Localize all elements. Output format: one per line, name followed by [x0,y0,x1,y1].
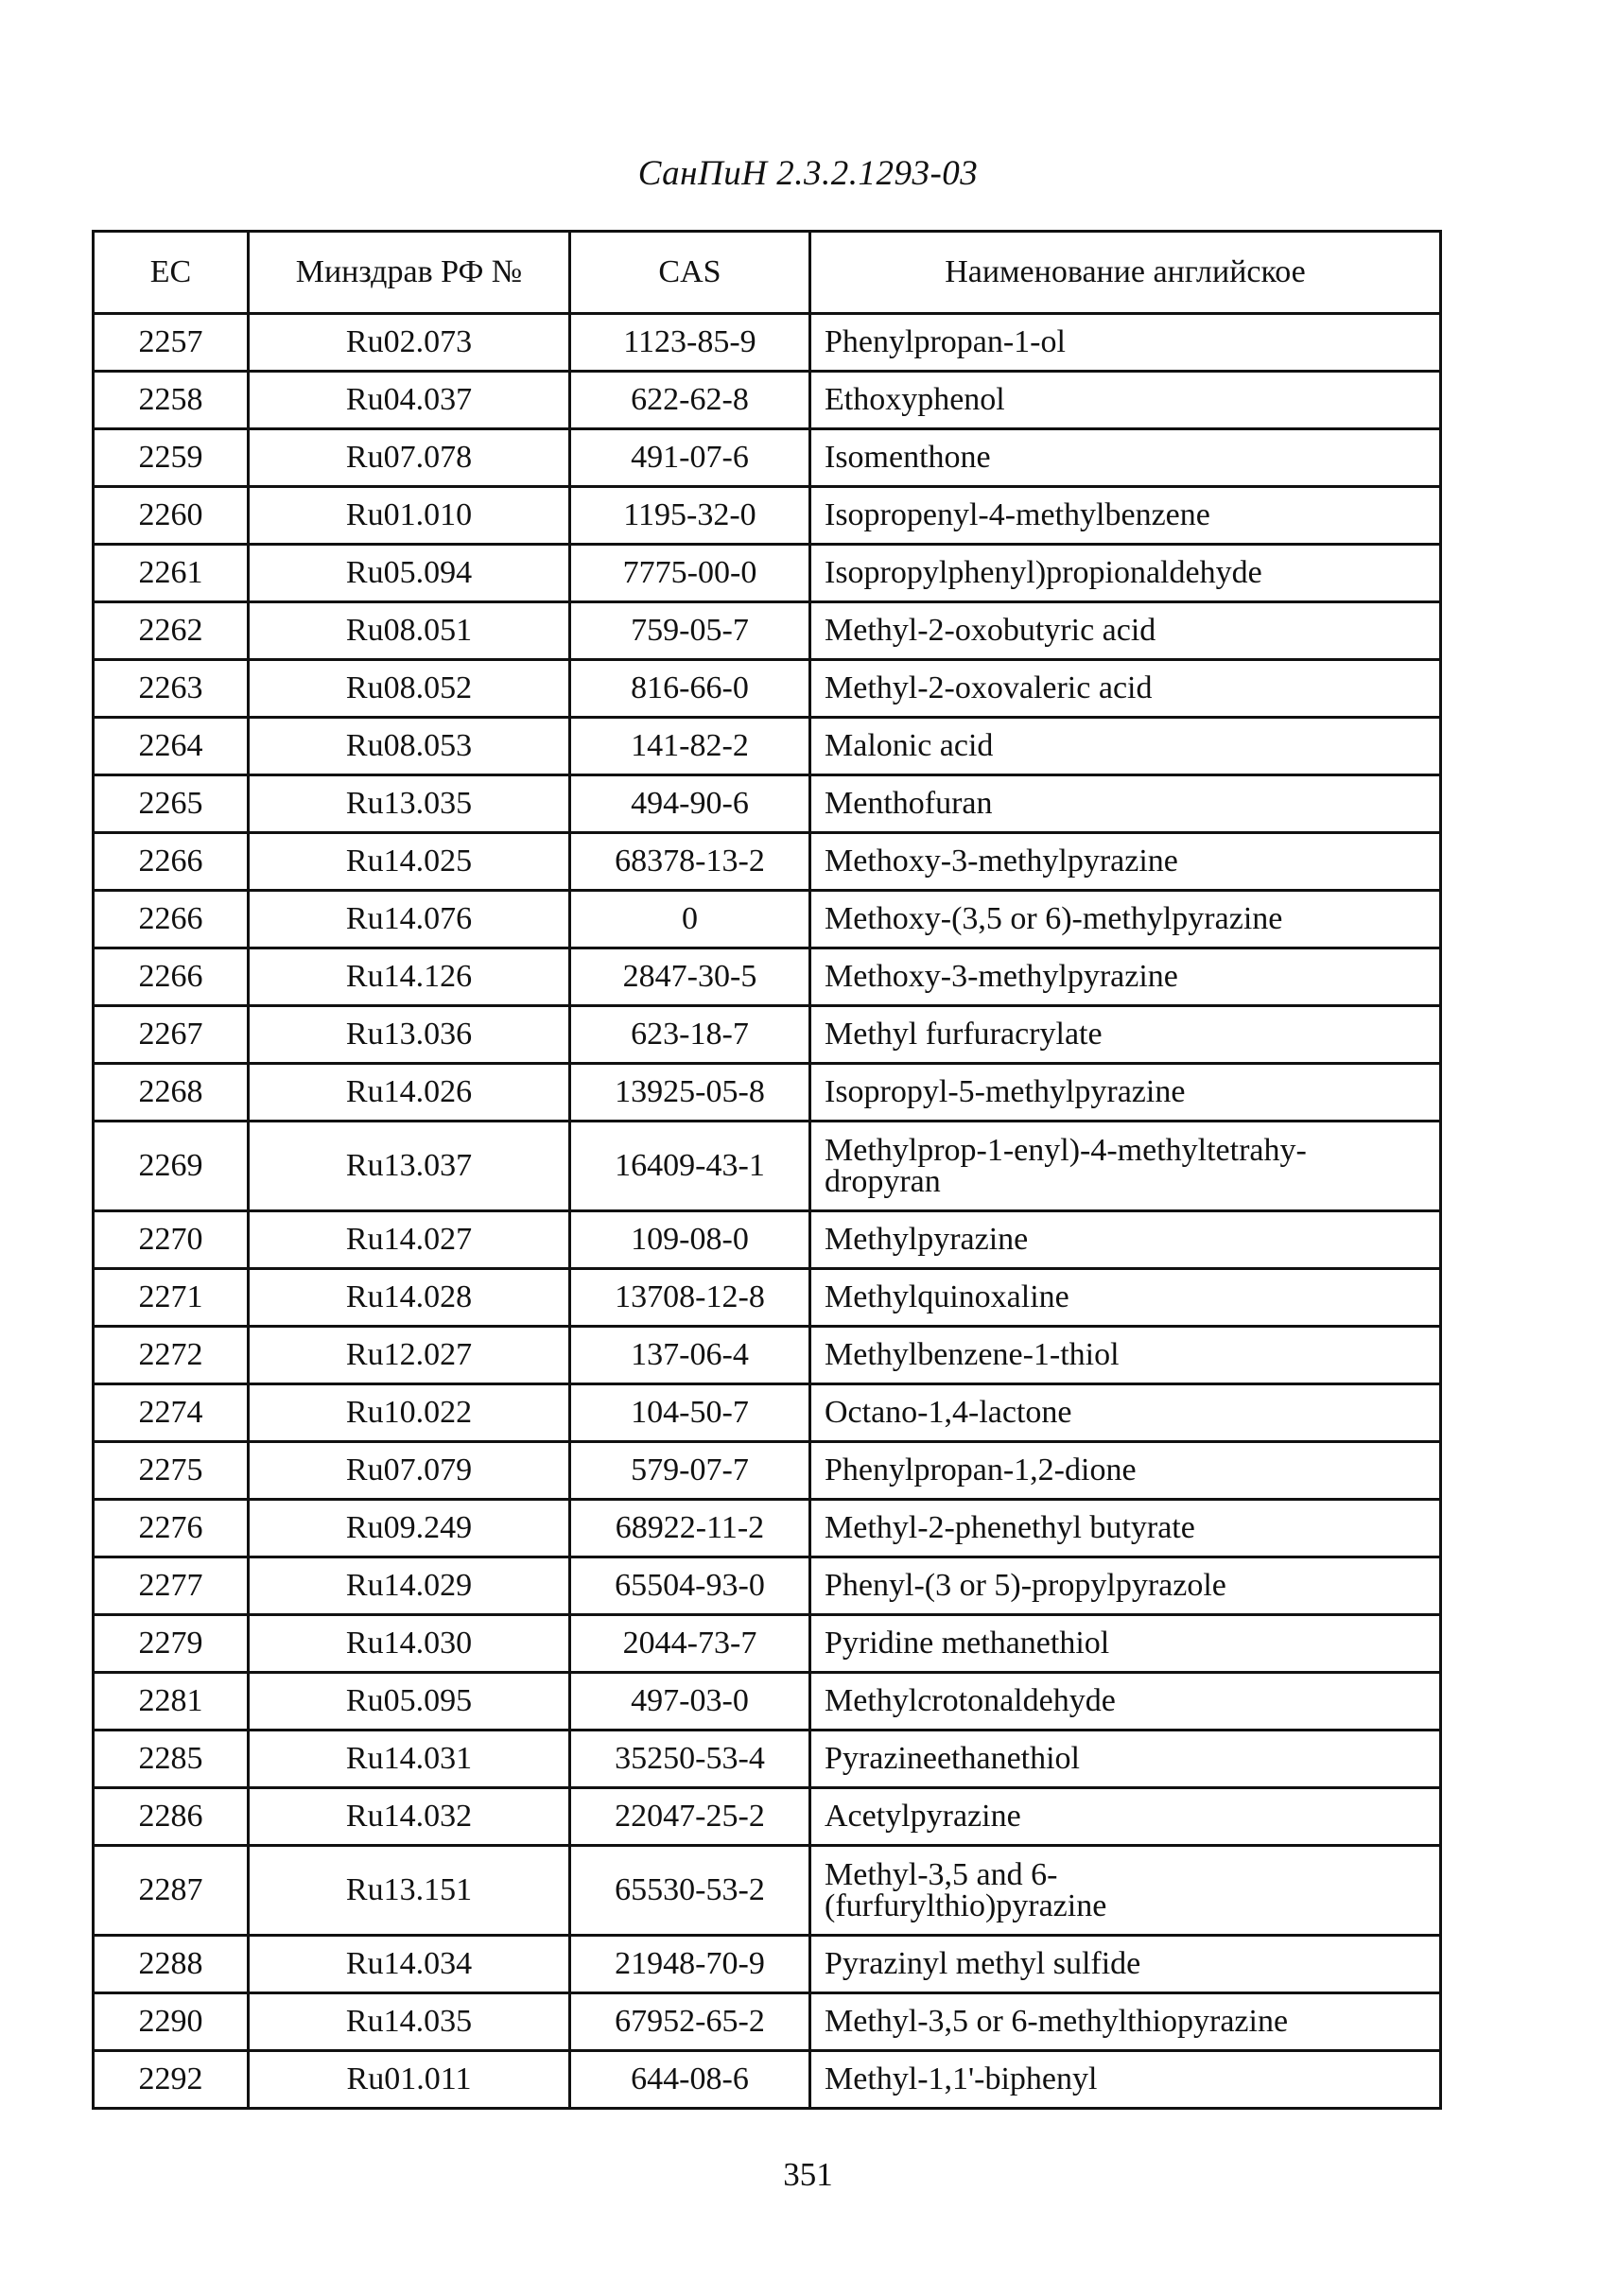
cell-cas: 2847-30-5 [570,948,810,1006]
cell-minzdrav-number: Ru14.032 [249,1788,570,1846]
cell-ec: 2290 [94,1993,249,2051]
page-number: 351 [783,2156,833,2193]
cell-cas: 497-03-0 [570,1673,810,1731]
cell-ec: 2258 [94,372,249,429]
table-row [94,1788,1441,1846]
cell-english-name: Phenylpropan-1,2-dione [810,1442,1441,1500]
cell-english-name: Methyl furfuracrylate [810,1006,1441,1064]
cell-english-name: Isomenthone [810,429,1441,487]
cell-ec: 2292 [94,2051,249,2109]
table-row [94,1500,1441,1557]
cell-ec: 2266 [94,891,249,948]
substances-table-container [92,230,1439,2110]
cell-cas: 644-08-6 [570,2051,810,2109]
cell-english-name: Methoxy-3-methylpyrazine [810,948,1441,1006]
cell-english-name: Ethoxyphenol [810,372,1441,429]
cell-ec: 2271 [94,1269,249,1327]
table-row [94,1615,1441,1673]
column-header-ec: ЕС [94,232,249,314]
cell-minzdrav-number: Ru02.073 [249,314,570,372]
cell-minzdrav-number: Ru08.053 [249,718,570,775]
cell-cas: 491-07-6 [570,429,810,487]
cell-cas: 13708-12-8 [570,1269,810,1327]
cell-english-name: Methoxy-3-methylpyrazine [810,833,1441,891]
cell-minzdrav-number: Ru14.027 [249,1211,570,1269]
cell-minzdrav-number: Ru08.052 [249,660,570,718]
table-row [94,602,1441,660]
cell-ec: 2275 [94,1442,249,1500]
cell-ec: 2264 [94,718,249,775]
table-body [94,314,1441,2109]
cell-minzdrav-number: Ru07.078 [249,429,570,487]
cell-english-name: Acetylpyrazine [810,1788,1441,1846]
cell-minzdrav-number: Ru09.249 [249,1500,570,1557]
cell-ec: 2259 [94,429,249,487]
cell-ec: 2285 [94,1731,249,1788]
table-row [94,1731,1441,1788]
table-row [94,2051,1441,2109]
cell-cas: 13925-05-8 [570,1064,810,1122]
cell-minzdrav-number: Ru01.010 [249,487,570,545]
cell-english-name: Malonic acid [810,718,1441,775]
cell-english-name: Methyl-3,5 or 6-methylthiopyrazine [810,1993,1441,2051]
cell-minzdrav-number: Ru01.011 [249,2051,570,2109]
cell-english-name: Phenyl-(3 or 5)-propylpyrazole [810,1557,1441,1615]
cell-english-name: Menthofuran [810,775,1441,833]
table-row [94,545,1441,602]
cell-cas: 104-50-7 [570,1384,810,1442]
cell-minzdrav-number: Ru14.031 [249,1731,570,1788]
cell-minzdrav-number: Ru13.036 [249,1006,570,1064]
cell-cas: 35250-53-4 [570,1731,810,1788]
cell-cas: 1123-85-9 [570,314,810,372]
cell-ec: 2266 [94,833,249,891]
cell-english-name: Isopropyl-5-methylpyrazine [810,1064,1441,1122]
cell-ec: 2266 [94,948,249,1006]
cell-cas: 68378-13-2 [570,833,810,891]
cell-cas: 494-90-6 [570,775,810,833]
cell-cas: 2044-73-7 [570,1615,810,1673]
cell-ec: 2274 [94,1384,249,1442]
cell-minzdrav-number: Ru14.076 [249,891,570,948]
cell-ec: 2257 [94,314,249,372]
table-row [94,372,1441,429]
table-row [94,1936,1441,1993]
cell-cas: 137-06-4 [570,1327,810,1384]
cell-cas: 109-08-0 [570,1211,810,1269]
cell-ec: 2288 [94,1936,249,1993]
cell-ec: 2263 [94,660,249,718]
cell-cas: 22047-25-2 [570,1788,810,1846]
cell-english-name: Methylbenzene-1-thiol [810,1327,1441,1384]
cell-english-name: Methyl-2-oxovaleric acid [810,660,1441,718]
cell-minzdrav-number: Ru04.037 [249,372,570,429]
cell-ec: 2277 [94,1557,249,1615]
table-row [94,1122,1441,1211]
table-row [94,1673,1441,1731]
table-row [94,1442,1441,1500]
cell-minzdrav-number: Ru05.095 [249,1673,570,1731]
table-row [94,1269,1441,1327]
cell-minzdrav-number: Ru12.027 [249,1327,570,1384]
table-row [94,1211,1441,1269]
table-row [94,1006,1441,1064]
cell-ec: 2286 [94,1788,249,1846]
table-row [94,891,1441,948]
cell-cas: 65530-53-2 [570,1846,810,1936]
table-row [94,1327,1441,1384]
name-line-1: Methylprop-1-enyl)-4-methyltetrahy- [825,1132,1307,1168]
table-row [94,833,1441,891]
cell-ec: 2262 [94,602,249,660]
cell-cas: 67952-65-2 [570,1993,810,2051]
table-row [94,775,1441,833]
cell-cas: 1195-32-0 [570,487,810,545]
document-header: СанПиН 2.3.2.1293-03 [637,154,979,193]
cell-minzdrav-number: Ru14.035 [249,1993,570,2051]
cell-minzdrav-number: Ru13.151 [249,1846,570,1936]
cell-ec: 2281 [94,1673,249,1731]
cell-ec: 2269 [94,1122,249,1211]
name-line-2: (furfurylthio)pyrazine [825,1888,1107,1923]
cell-english-name: Pyridine methanethiol [810,1615,1441,1673]
table-row [94,660,1441,718]
cell-minzdrav-number: Ru07.079 [249,1442,570,1500]
table-row [94,718,1441,775]
cell-english-name: Methyl-1,1'-biphenyl [810,2051,1441,2109]
cell-minzdrav-number: Ru14.126 [249,948,570,1006]
cell-ec: 2260 [94,487,249,545]
cell-cas: 141-82-2 [570,718,810,775]
cell-cas: 7775-00-0 [570,545,810,602]
cell-cas: 65504-93-0 [570,1557,810,1615]
cell-ec: 2268 [94,1064,249,1122]
table-row [94,487,1441,545]
cell-english-name: Methyl-2-phenethyl butyrate [810,1500,1441,1557]
cell-ec: 2272 [94,1327,249,1384]
column-header-minzdrav: Минздрав РФ № [249,232,570,314]
cell-minzdrav-number: Ru14.025 [249,833,570,891]
cell-english-name: Pyrazinyl methyl sulfide [810,1936,1441,1993]
cell-english-name: Isopropenyl-4-methylbenzene [810,487,1441,545]
cell-minzdrav-number: Ru10.022 [249,1384,570,1442]
cell-minzdrav-number: Ru14.028 [249,1269,570,1327]
table-row [94,1993,1441,2051]
name-line-1: Methyl-3,5 and 6- [825,1856,1058,1892]
cell-ec: 2279 [94,1615,249,1673]
column-header-english-name: Наименование английское [810,232,1441,314]
cell-minzdrav-number: Ru13.035 [249,775,570,833]
table-row [94,314,1441,372]
cell-cas: 623-18-7 [570,1006,810,1064]
substances-table [92,230,1442,2110]
table-row [94,1064,1441,1122]
cell-minzdrav-number: Ru14.026 [249,1064,570,1122]
cell-english-name: Methyl-2-oxobutyric acid [810,602,1441,660]
cell-cas: 622-62-8 [570,372,810,429]
cell-ec: 2276 [94,1500,249,1557]
cell-english-name [810,1846,1441,1936]
cell-ec: 2267 [94,1006,249,1064]
cell-cas: 16409-43-1 [570,1122,810,1211]
cell-minzdrav-number: Ru14.030 [249,1615,570,1673]
cell-cas: 816-66-0 [570,660,810,718]
cell-ec: 2287 [94,1846,249,1936]
cell-ec: 2265 [94,775,249,833]
table-row [94,429,1441,487]
cell-minzdrav-number: Ru14.034 [249,1936,570,1993]
column-header-cas: CAS [570,232,810,314]
cell-minzdrav-number: Ru08.051 [249,602,570,660]
cell-english-name: Methoxy-(3,5 or 6)-methylpyrazine [810,891,1441,948]
name-line-2: dropyran [825,1164,941,1199]
cell-minzdrav-number: Ru13.037 [249,1122,570,1211]
cell-cas: 68922-11-2 [570,1500,810,1557]
cell-english-name: Methylcrotonaldehyde [810,1673,1441,1731]
table-row [94,1846,1441,1936]
cell-english-name: Methylpyrazine [810,1211,1441,1269]
cell-english-name: Pyrazineethanethiol [810,1731,1441,1788]
cell-english-name: Isopropylphenyl)propionaldehyde [810,545,1441,602]
cell-cas: 21948-70-9 [570,1936,810,1993]
cell-english-name: Octano-1,4-lactone [810,1384,1441,1442]
cell-minzdrav-number: Ru14.029 [249,1557,570,1615]
table-row [94,1384,1441,1442]
cell-cas: 759-05-7 [570,602,810,660]
cell-cas: 0 [570,891,810,948]
cell-english-name: Methylquinoxaline [810,1269,1441,1327]
table-row [94,948,1441,1006]
cell-english-name [810,1122,1441,1211]
table-header-row [94,232,1441,314]
cell-ec: 2261 [94,545,249,602]
cell-english-name: Phenylpropan-1-ol [810,314,1441,372]
cell-ec: 2270 [94,1211,249,1269]
table-row [94,1557,1441,1615]
cell-minzdrav-number: Ru05.094 [249,545,570,602]
cell-cas: 579-07-7 [570,1442,810,1500]
